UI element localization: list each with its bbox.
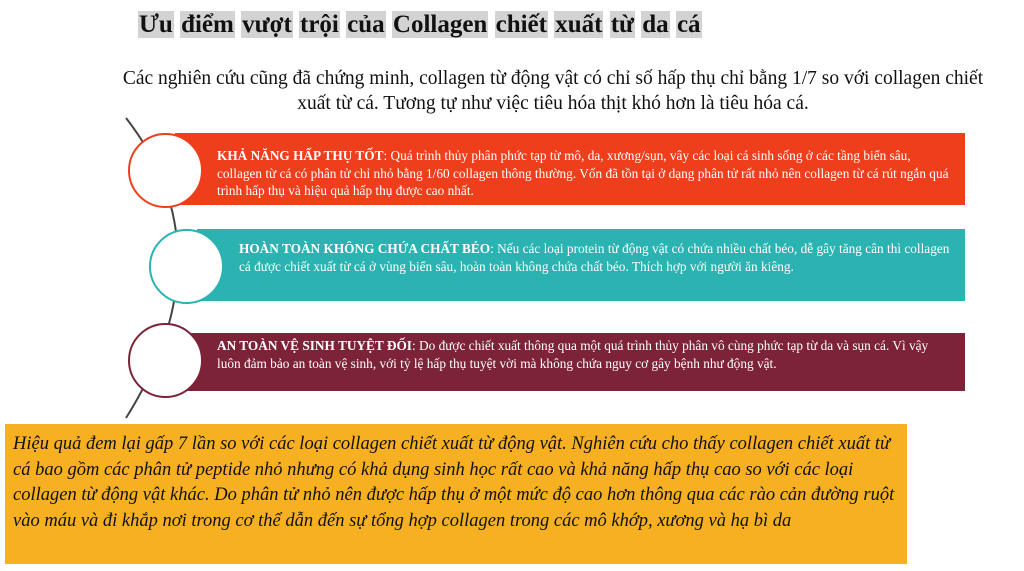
benefit-bar-fat-free: [197, 229, 965, 301]
benefit-text: : Quá trình thủy phân phức tạp từ mô, da, xương/sụn, vây các loại cá sinh sống ở các tầng biển sâu, collagen từ cá có phân tử chỉ nhỏ bằng 1/60 collagen thông thường. Vốn đã tồn tại ở dạng phân tử rất nhỏ nên collagen từ cá rút ngắn quá trình hấp thụ và hiệu quả hấp thụ được cao nhất.: [217, 148, 949, 198]
benefit-bar-safety: [175, 333, 965, 391]
title-word: Ưu: [139, 11, 173, 38]
title-word: điểm: [181, 11, 234, 38]
bullet-circle: [149, 229, 224, 304]
summary-callout: Hiệu quả đem lại gấp 7 lần so với các loại collagen chiết xuất từ động vật. Nghiên cứu cho thấy collagen chiết xuất từ cá bao gồm các phân tử peptide nhỏ nhưng có khả dụng sinh học rất cao và khả năng hấp thụ cao so với các loại collagen từ động vật khác. Do phân tử nhỏ nên được hấp thụ ở một mức độ cao hơn thông qua các rào cản đường ruột vào máu và đi khắp nơi trong cơ thể dẫn đến sự tổng hợp collagen trong các mô khớp, xương và hạ bì da: [5, 424, 907, 564]
benefit-text: : Nếu các loại protein từ động vật có chứa nhiều chất béo, dễ gây tăng cân thì collagen cá được chiết xuất từ cá ở vùng biển sâu, hoàn toàn không chứa chất béo. Thích hợp với người ăn kiêng.: [239, 241, 950, 274]
title-word: từ: [610, 11, 635, 38]
title-word: của: [347, 11, 385, 38]
bullet-circle: [128, 323, 203, 398]
title-word: vượt: [242, 11, 292, 38]
title-word: xuất: [555, 11, 603, 38]
benefit-heading: AN TOÀN VỆ SINH TUYỆT ĐỐI: [217, 338, 412, 353]
intro-paragraph: Các nghiên cứu cũng đã chứng minh, collagen từ động vật có chỉ số hấp thụ chỉ bằng 1/7 so với collagen chiết xuất từ cá. Tương tự như việc tiêu hóa thịt khó hơn là tiêu hóa cá.: [122, 68, 984, 114]
title-word: chiết: [495, 11, 547, 38]
benefit-heading: HOÀN TOÀN KHÔNG CHỨA CHẤT BÉO: [239, 241, 491, 256]
bullet-circle: [128, 133, 203, 208]
benefit-heading: KHẢ NĂNG HẤP THỤ TỐT: [217, 148, 384, 163]
title-word: cá: [676, 11, 701, 38]
benefit-text: : Do được chiết xuất thông qua một quá trình thủy phân vô cùng phức tạp từ da và sụn cá. Vì vậy luôn đảm bảo an toàn vệ sinh, với tỷ lệ hấp thụ tuyệt vời mà không chứa nguy cơ gây bệnh như động vật.: [217, 338, 929, 371]
title-word: Collagen: [392, 11, 488, 38]
benefit-bar-absorption: [175, 133, 965, 205]
title-word: da: [642, 11, 669, 38]
title-word: trội: [300, 11, 339, 38]
